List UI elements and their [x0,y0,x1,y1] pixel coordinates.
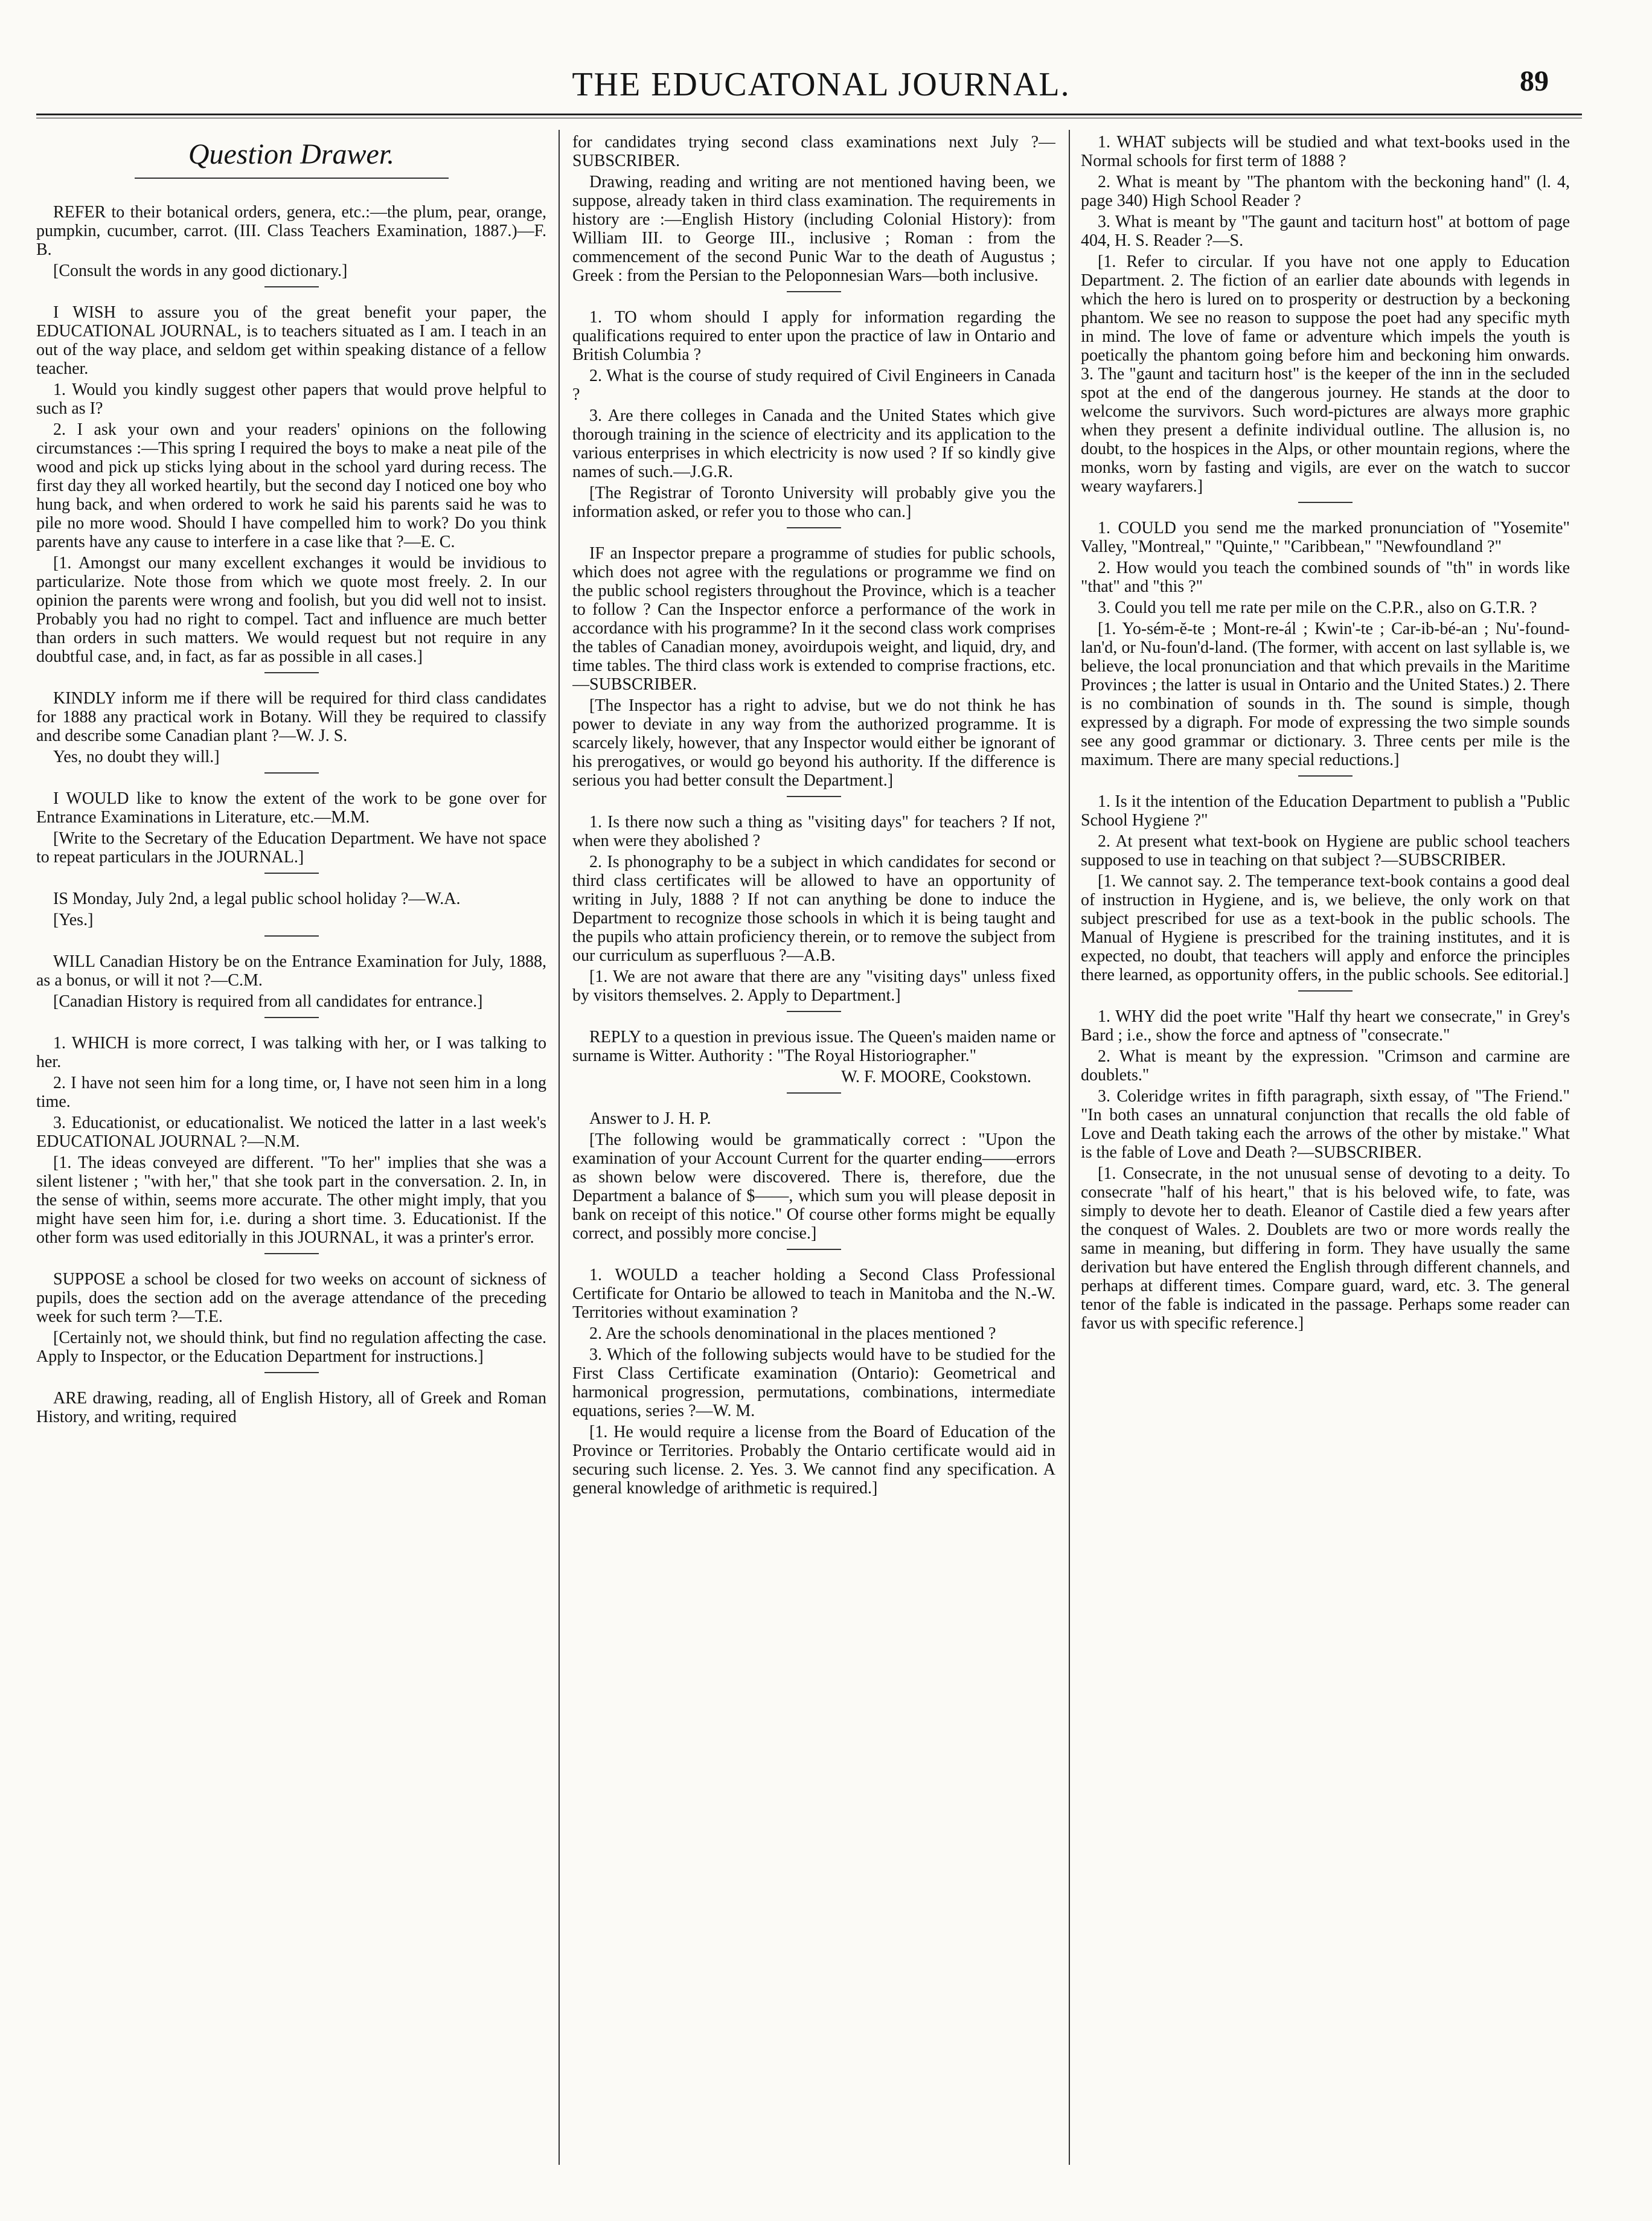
answer-text: [1. Yo-sém-ĕ-te ; Mont-re-ál ; Kwin'-te ; Car-ib-bé-an ; Nu'-found-lan'd, or Nu-foun'd-land. (The former, with accent on last syllable is, we believe, the local pronunciation and that which prevails in the Maritime Provinces ; the latter is usual in Ontario and the United States.) 2. There is no combination of sounds in th. The sound is simple, though expressed by a digraph. For mode of expressing the two simple sounds see any good grammar or dictionary. 3. Three cents per mile is the maximum. There are many special reductions.] [1081,620,1570,769]
answer-text: Drawing, reading and writing are not mentioned having been, we suppose, already taken in third class examination. The requirements in history are :—English History (including Colonial History): from William III. to George III., inclusive ; Roman : from the commencement of the second Punic War to the death of Augustus ; Greek : from the Persian to the Peloponnesian Wars—both inclusive. [572,173,1055,285]
entry-separator [787,796,841,797]
question-text: 2. I have not seen him for a long time, or, I have not seen him in a long time. [36,1074,546,1111]
answer-text: [The Inspector has a right to advise, but we do not think he has power to deviate in any way from the authorized programme. It is scarcely likely, however, that any Inspector would either be ignorant of his prerogatives, or would go beyond his authority. If the difference is serious you had better consult the Department.] [572,696,1055,790]
question-entry [1081,519,1570,769]
entry-separator [787,1249,841,1250]
question-text: Answer to J. H. P. [589,1109,711,1128]
answer-text: [1. Refer to circular. If you have not one apply to Education Department. 2. The fiction of an earlier date abounds with legends in which the hero is lured on to prosperity or destruction by a beckoning phantom. We see no reason to suppose the poet had any specific myth in mind. The love of fame or adventure which impels the youth is poetically the phantom going before him and beckoning him onwards. 3. The "gaunt and taciturn host" is the keeper of the inn in the secluded spot at the end of the dangerous journey. He stands at the door to welcome the survivors. Such word-pictures are always more graphic when they present a definite individual outline. The allusion is, no doubt, to the hospices in the Alps, or other mountain regions, where the monks, worn by fasting and vigils, are ever on the watch to succor weary wayfarers.] [1081,252,1570,496]
answer-text: [The Registrar of Toronto University will probably give you the information asked, or refer you to those who can.] [572,484,1055,521]
question-entry [572,1266,1055,1498]
question-entry [36,1034,546,1247]
question-text: 3. What is meant by "The gaunt and taciturn host" at bottom of page 404, H. S. Reader ?—S. [1081,213,1570,250]
question-text: KINDLY inform me if there will be required for third class candidates for 1888 any practical work in Botany. Will they be required to classify and describe some Canadian plant ?—W. J. S. [36,689,546,745]
question-entry [572,544,1055,790]
column-divider [1069,130,1070,2165]
entry-separator [787,291,841,292]
entry-separator [787,527,841,528]
entry-separator [264,772,319,774]
section-title-rule [135,178,449,179]
question-text: 1. COULD you send me the marked pronunciation of "Yosemite" Valley, "Montreal," "Quinte," "Caribbean," "Newfoundland ?" [1081,519,1570,556]
question-entry [36,689,546,766]
page-number: 89 [1520,65,1549,97]
entry-separator [264,1372,319,1373]
answer-text: [Yes.] [53,911,94,929]
question-text: 2. I ask your own and your readers' opinions on the following circumstances :—This spring I required the boys to make a neat pile of the wood and pick up sticks lying about in the school yard during recess. The first day they all worked heartily, but the second day I noticed one boy who hung back, and when ordered to work he said his parents said he was to pile no more wood. Should I have compelled him to work? Do you think parents have any cause to interfere in a case like that ?—E. C. [36,420,546,551]
question-text: IS Monday, July 2nd, a legal public school holiday ?—W.A. [53,889,461,908]
column-divider [559,130,560,2165]
question-text: 3. Which of the following subjects would have to be studied for the First Class Certificate examination (Ontario): Geometrical and harmonical progression, permutations, combinations, intermediate equations, series ?—W. M. [572,1345,1055,1420]
question-entry [36,789,546,867]
answer-text: [1. He would require a license from the Board of Education of the Province or Territories. Probably the Ontario certificate would aid in securing such license. 2. Yes. 3. We cannot find any specification. A general knowledge of arithmetic is required.] [572,1423,1055,1498]
question-text: I WISH to assure you of the great benefit your paper, the EDUCATIONAL JOURNAL, is to teachers situated as I am. I teach in an out of the way place, and seldom get within speaking distance of a fellow teacher. [36,303,546,378]
entry-separator [264,1253,319,1254]
question-text: 3. Educationist, or educationalist. We noticed the latter in a last week's EDUCATIONAL JOURNAL ?—N.M. [36,1114,546,1151]
question-entry [36,952,546,1011]
question-text: WILL Canadian History be on the Entrance Examination for July, 1888, as a bonus, or will it not ?—C.M. [36,952,546,990]
question-text: 1. TO whom should I apply for information regarding the qualifications required to enter upon the practice of law in Ontario and British Columbia ? [572,308,1055,364]
answer-text: [1. The ideas conveyed are different. "To her" implies that she was a silent listener ; "with her," that she took part in the conversation. 2. In, in the sense of within, seems more accurate. The other might imply, that you might have seen him for, i.e. during a short time. 3. Educationist. If the other form was used editorially in this JOURNAL, it was a printer's error. [36,1153,546,1247]
answer-text: [1. We are not aware that there are any "visiting days" unless fixed by visitors themselves. 2. Apply to Department.] [572,967,1055,1005]
question-entry [36,889,546,929]
question-text: REPLY to a question in previous issue. The Queen's maiden name or surname is Witter. Authority : "The Royal Historiographer." [572,1028,1055,1065]
question-entry [572,813,1055,1005]
question-text: REFER to their botanical orders, genera, etc.:—the plum, pear, orange, pumpkin, cucumber, carrot. (III. Class Teachers Examination, 1887.)—F. B. [36,203,546,259]
question-text: ARE drawing, reading, all of English History, all of Greek and Roman History, and writing, required [36,1389,546,1426]
question-text: SUPPOSE a school be closed for two weeks on account of sickness of pupils, does the section add on the average attendance of the preceding week for such term ?—T.E. [36,1270,546,1326]
question-text: 2. At present what text-book on Hygiene are public school teachers supposed to use in teaching on that subject ?—SUBSCRIBER. [1081,832,1570,870]
answer-text: Yes, no doubt they will.] [53,748,220,766]
question-entry [36,203,546,280]
question-text: 3. Could you tell me rate per mile on the C.P.R., also on G.T.R. ? [1098,598,1537,617]
question-text: for candidates trying second class examinations next July ?—SUBSCRIBER. [572,133,1055,170]
question-text: 1. Is it the intention of the Education Department to publish a "Public School Hygiene ?" [1081,792,1570,830]
answer-text: [The following would be grammatically correct : "Upon the examination of your Account Current for the quarter ending——errors as shown below were discovered. There is, therefore, due the Department a balance of $——, which sum you will please deposit in bank on receipt of this notice." Of course other forms might be equally correct, and possibly more concise.] [572,1130,1055,1243]
question-text: I WOULD like to know the extent of the work to be gone over for Entrance Examinations in Literature, etc.—M.M. [36,789,546,827]
question-text: 1. WHICH is more correct, I was talking with her, or I was talking to her. [36,1034,546,1071]
question-text: 2. Are the schools denominational in the places mentioned ? [589,1324,996,1343]
question-text: 2. What is the course of study required of Civil Engineers in Canada ? [572,367,1055,404]
entry-separator [264,935,319,937]
question-entry [36,1270,546,1366]
page-header [36,60,1606,115]
question-entry [1081,1007,1570,1333]
question-entry [572,1109,1055,1243]
column-1 [36,133,546,2174]
answer-text: [1. Amongst our many excellent exchanges it would be invidious to particularize. Note those from which we quote most freely. 2. In our opinion the parents were wrong and foolish, but you did well not to insist. Probably you had no right to compel. Tact and influence are much better than orders in such matters. We would request but not require in any doubtful case, and, in fact, as far as possible in all cases.] [36,554,546,666]
question-text: 1. WHY did the poet write "Half thy heart we consecrate," in Grey's Bard ; i.e., show the force and aptness of "consecrate." [1081,1007,1570,1045]
entry-separator [264,286,319,287]
question-text: IF an Inspector prepare a programme of studies for public schools, which does not agree with the regulations or programme we find on the public school registers throughout the Province, which is a teacher to follow ? Can the Inspector enforce a performance of the work in accordance with his programme? In it the second class work comprises the tables of Canadian money, avoirdupois weight, and liquid, dry, and time tables. The third class work is extended to comprise fractions, etc.—SUBSCRIBER. [572,544,1055,694]
question-entry [1081,792,1570,984]
answer-text: [Write to the Secretary of the Education Department. We have not space to repeat particulars in the JOURNAL.] [36,829,546,867]
question-text: 2. Is phonography to be a subject in which candidates for second or third class certificates will be allowed to have an opportunity of writing in July, 1888 ? If not can anything be done to induce the Department to recognize those schools in which it is being taught and the pupils who attain proficiency therein, or to remove the subject from our curriculum as superfluous ?—A.B. [572,853,1055,965]
entry-separator [264,1017,319,1018]
question-entry [572,308,1055,521]
entry-separator [264,873,319,874]
entry-separator [1298,775,1353,777]
answer-text: [Certainly not, we should think, but find no regulation affecting the case. Apply to Inspector, or the Education Department for instructions.] [36,1328,546,1366]
question-text: 3. Coleridge writes in fifth paragraph, sixth essay, of "The Friend." "In both cases an unnatural conjunction that recalls the old fable of Love and Death taking each the arrows of the other by mistake." What is the fable of Love and Death ?—SUBSCRIBER. [1081,1087,1570,1162]
answer-text: [1. We cannot say. 2. The temperance text-book contains a good deal of instruction in Hygiene, and is, we believe, the only work on that subject prescribed for use as a text-book in the public schools. The Manual of Hygiene is prescribed for the training institutes, and it is expected, no doubt, that teachers will apply and enforce the principles there learned, as opportunity offers, in the public schools. See editorial.] [1081,872,1570,984]
journal-title: THE EDUCATONAL JOURNAL. [572,66,1071,103]
question-entry [36,1389,546,1426]
signature: W. F. MOORE, Cookstown. [841,1068,1031,1086]
section-title: Question Drawer. [188,138,395,170]
column-2 [572,133,1055,2174]
entry-separator [787,1011,841,1012]
question-text: 2. How would you teach the combined sounds of "th" in words like "that" and "this ?" [1081,559,1570,596]
question-text: 1. Is there now such a thing as "visiting days" for teachers ? If not, when were they abolished ? [572,813,1055,850]
header-rule [36,114,1582,118]
answer-text: [Consult the words in any good dictionary.] [53,261,348,280]
question-text: 2. What is meant by the expression. "Crimson and carmine are doublets." [1081,1047,1570,1085]
question-entry [572,1028,1055,1086]
question-text: 2. What is meant by "The phantom with the beckoning hand" (l. 4, page 340) High School Reader ? [1081,173,1570,210]
answer-text: [1. Consecrate, in the not unusual sense of devoting to a deity. To consecrate "half of his heart," that is his beloved wife, to fate, was simply to devote her to death. Eleanor of Castile died a few years after the conquest of Wales. 2. Doublets are two or more words really the same in meaning, but differing in form. They have usually the same derivation but have entered the English through different channels, and perhaps at different times. Compare guard, ward, etc. 3. The general tenor of the fable is indicated in the passage. Perhaps some reader can favor us with specific reference.] [1081,1164,1570,1333]
entry-separator [787,1092,841,1094]
question-text: 3. Are there colleges in Canada and the United States which give thorough training in the science of electricity and its application to the various enterprises in which electricity is now used ? If so kindly give names of such.—J.G.R. [572,406,1055,481]
entry-separator [1298,990,1353,992]
column-3 [1081,133,1570,2174]
answer-text: [Canadian History is required from all candidates for entrance.] [53,992,483,1011]
entry-separator [1298,502,1353,503]
question-text: 1. WOULD a teacher holding a Second Class Professional Certificate for Ontario be allowed to teach in Manitoba and the N.-W. Territories without examination ? [572,1266,1055,1322]
entry-separator [264,672,319,673]
question-text: 1. WHAT subjects will be studied and what text-books used in the Normal schools for first term of 1888 ? [1081,133,1570,170]
question-entry [36,303,546,666]
question-entry [572,133,1055,285]
question-text: 1. Would you kindly suggest other papers that would prove helpful to such as I? [36,380,546,418]
question-entry [1081,133,1570,496]
